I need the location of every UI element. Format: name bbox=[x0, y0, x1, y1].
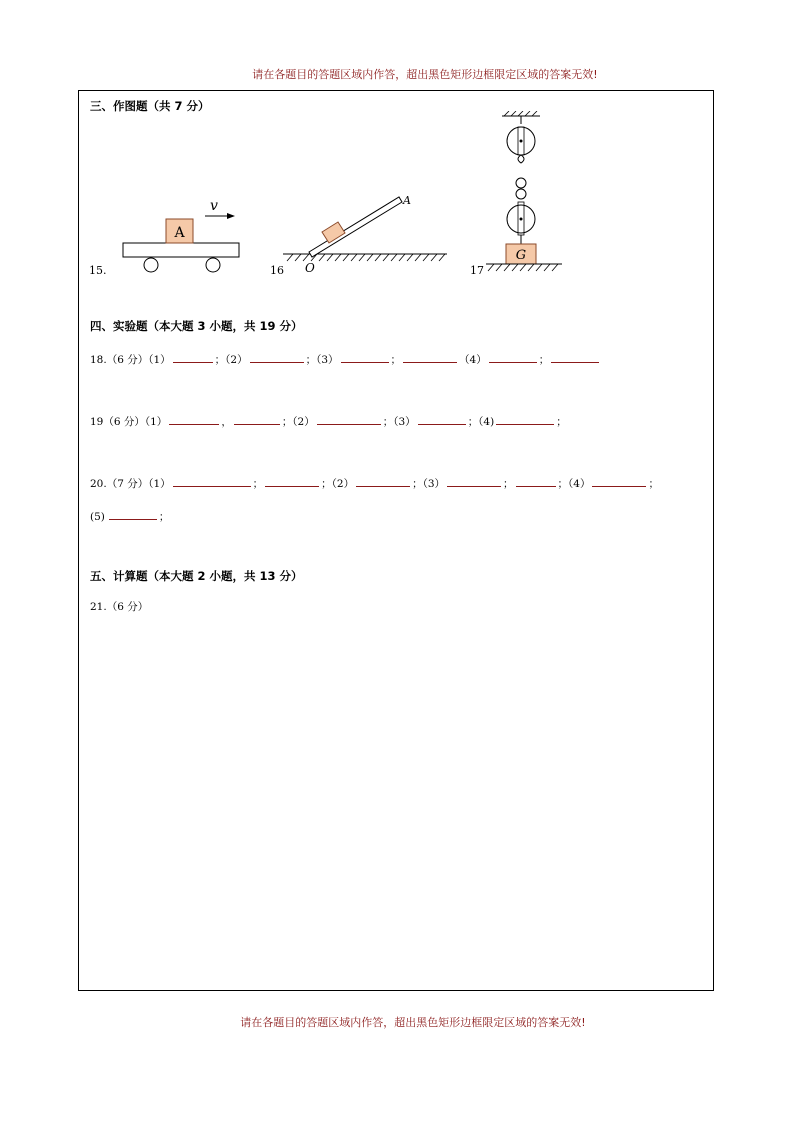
q20-sep-2: ；（2） bbox=[321, 478, 355, 490]
q19-blank-2[interactable] bbox=[234, 413, 280, 425]
weight-label: G bbox=[515, 248, 527, 263]
q20-sep-3: ；（3） bbox=[412, 478, 446, 490]
answer-frame bbox=[78, 90, 714, 991]
q20-line2-end: ； bbox=[158, 511, 170, 523]
section4-title: 四、实验题（本大题 3 小题，共 19 分） bbox=[90, 319, 303, 333]
q18-blank-1[interactable] bbox=[173, 351, 213, 363]
q19-blank-1[interactable] bbox=[169, 413, 219, 425]
incline-plank bbox=[309, 197, 402, 257]
q19-blank-3[interactable] bbox=[317, 413, 381, 425]
q20-line bbox=[90, 475, 659, 491]
q20-sep-1: ； bbox=[252, 478, 264, 490]
q18-blank-2[interactable] bbox=[250, 351, 304, 363]
q19-line bbox=[90, 413, 567, 429]
q18-sep-1: ；（2） bbox=[214, 354, 248, 366]
q20-blank-7[interactable] bbox=[109, 508, 157, 520]
q18-sep-4: （4） bbox=[459, 354, 487, 366]
q20-sep-6: ； bbox=[648, 478, 659, 490]
pulley-figure bbox=[484, 111, 564, 276]
cart-body bbox=[123, 243, 239, 257]
incline-figure bbox=[277, 189, 452, 274]
incline-end-label: A bbox=[403, 194, 411, 207]
ceiling-hatch bbox=[504, 111, 537, 116]
q21-label: 21.（6 分） bbox=[90, 601, 149, 613]
q20-blank-1[interactable] bbox=[173, 475, 251, 487]
section3-title: 三、作图题（共 7 分） bbox=[90, 99, 210, 113]
cart-figure bbox=[119, 199, 244, 274]
cart-wheel-right bbox=[206, 258, 220, 272]
q18-sep-5: ； bbox=[538, 354, 550, 366]
section5-title: 五、计算题（本大题 2 小题，共 13 分） bbox=[90, 569, 303, 583]
q20-blank-4[interactable] bbox=[447, 475, 501, 487]
q18-blank-5[interactable] bbox=[489, 351, 537, 363]
q19-prefix: 19（6 分）（1） bbox=[90, 416, 168, 428]
q18-sep-3: ； bbox=[390, 354, 402, 366]
q18-prefix: 18.（6 分）（1） bbox=[90, 354, 171, 366]
q20-line-2 bbox=[90, 508, 169, 524]
q20-blank-2[interactable] bbox=[265, 475, 319, 487]
block-a-label: A bbox=[174, 225, 185, 241]
top-warning: 请在各题目的答题区域内作答，超出黑色矩形边框限定区域的答案无效! bbox=[252, 68, 598, 81]
bottom-warning: 请在各题目的答题区域内作答，超出黑色矩形边框限定区域的答案无效! bbox=[240, 1016, 586, 1029]
q20-sep-4: ； bbox=[503, 478, 514, 490]
q19-blank-5[interactable] bbox=[496, 413, 554, 425]
cart-wheel-left bbox=[144, 258, 158, 272]
floor-hatch bbox=[488, 264, 558, 271]
q19-sep-5: ； bbox=[556, 416, 567, 428]
q20-prefix: 20.（7 分）（1） bbox=[90, 478, 171, 490]
q21-answer-area[interactable] bbox=[89, 621, 701, 981]
q19-sep-4: ；（4) bbox=[467, 416, 495, 428]
q20-line2-prefix: (5) bbox=[90, 511, 105, 523]
q18-line bbox=[90, 351, 601, 367]
q17-number: 17 bbox=[470, 264, 484, 277]
q18-blank-6[interactable] bbox=[551, 351, 599, 363]
q20-blank-3[interactable] bbox=[356, 475, 410, 487]
q20-blank-5[interactable] bbox=[516, 475, 556, 487]
velocity-label: v bbox=[210, 199, 218, 214]
q18-blank-4[interactable] bbox=[403, 351, 457, 363]
q16-number: 16 bbox=[270, 264, 284, 277]
incline-block bbox=[322, 222, 345, 243]
q19-sep-2: ；（2） bbox=[281, 416, 315, 428]
q19-blank-4[interactable] bbox=[418, 413, 466, 425]
incline-origin-label: O bbox=[305, 261, 315, 274]
q20-sep-5: ；（4） bbox=[557, 478, 591, 490]
q18-sep-2: ；（3） bbox=[305, 354, 339, 366]
q20-blank-6[interactable] bbox=[592, 475, 646, 487]
q19-sep-3: ；（3） bbox=[382, 416, 416, 428]
q15-number: 15. bbox=[89, 264, 107, 277]
q19-sep-1: ， bbox=[221, 416, 232, 428]
q18-blank-3[interactable] bbox=[341, 351, 389, 363]
